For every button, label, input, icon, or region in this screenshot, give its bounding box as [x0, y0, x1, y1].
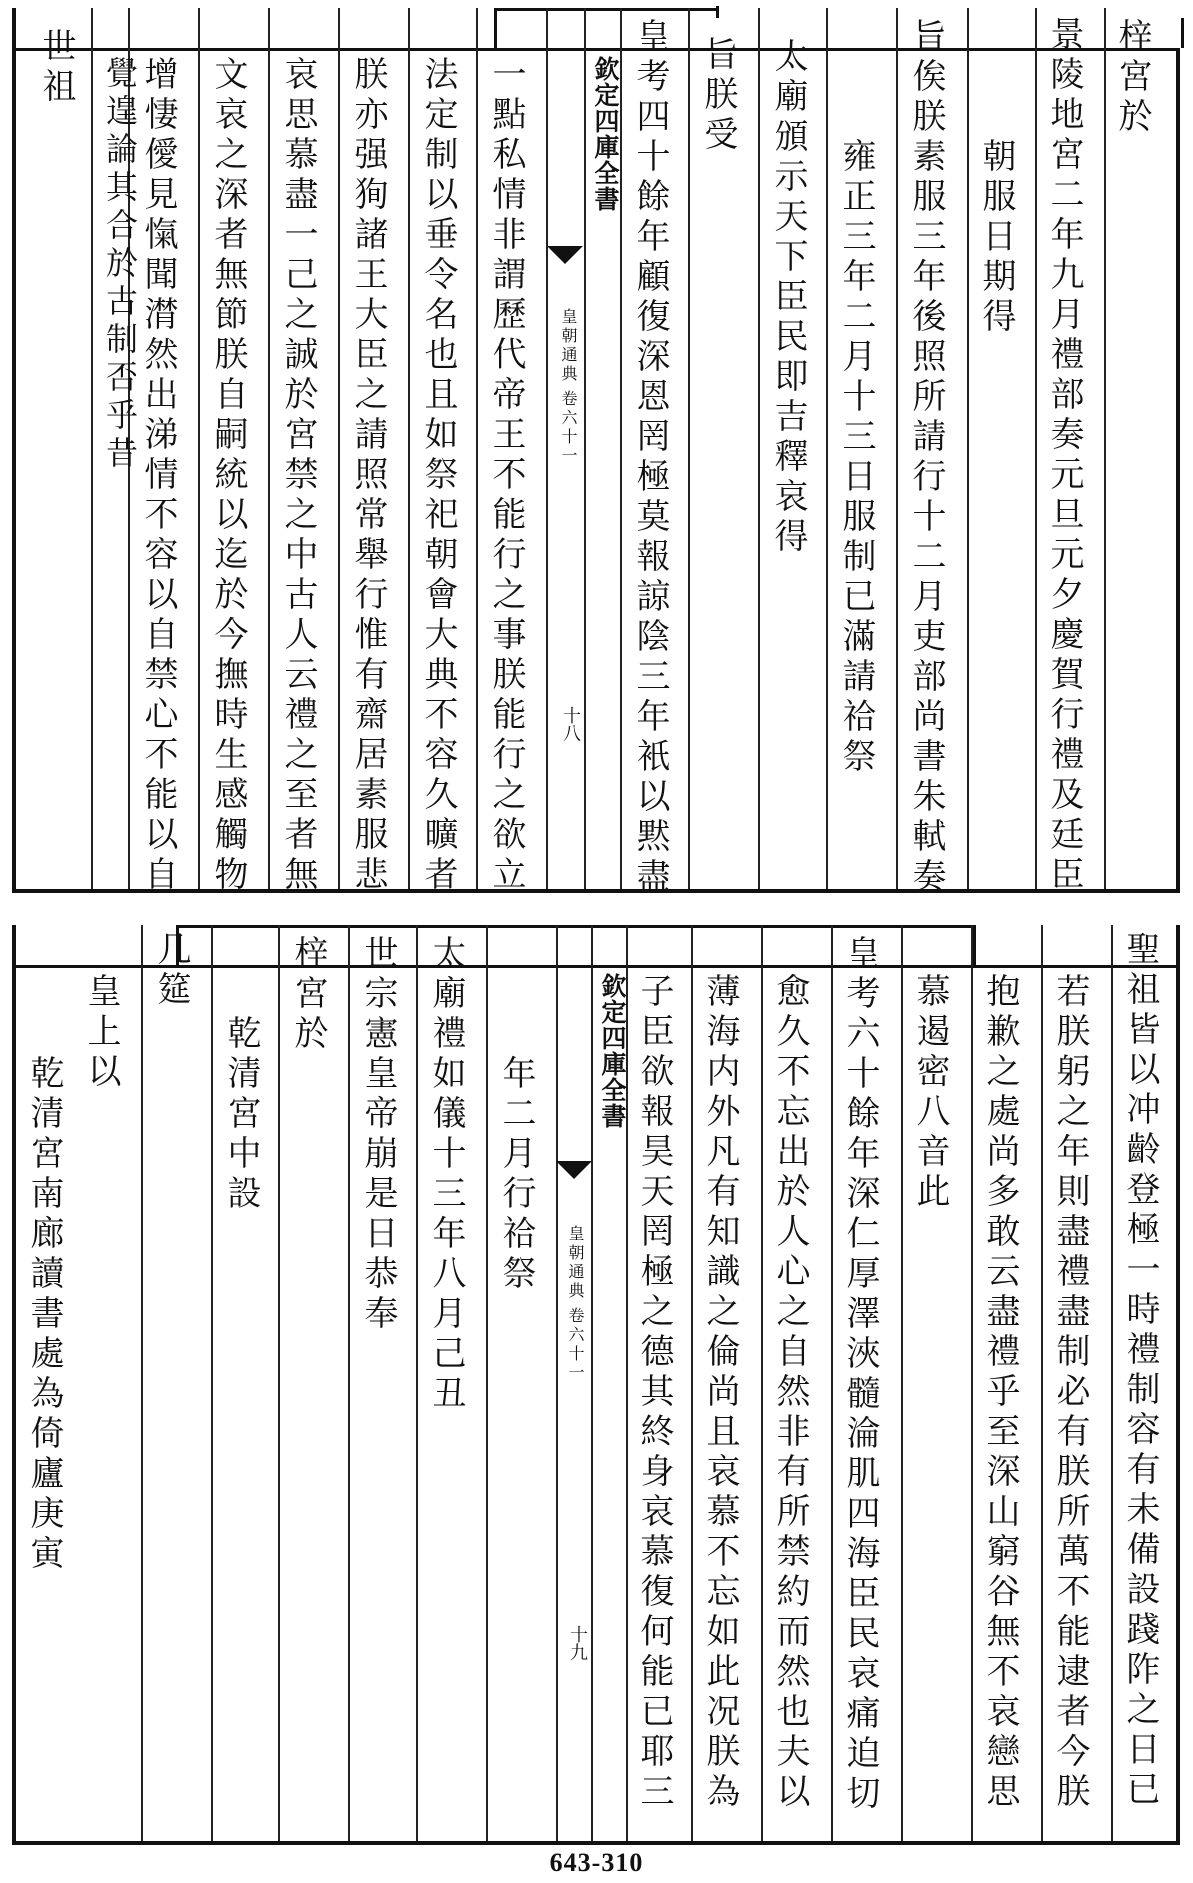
- text-column: 景陵地宮二年九月禮部奏元旦元夕慶賀行禮及廷臣: [1044, 16, 1084, 896]
- text-column: 哀思慕盡一己之誠於宮禁之中古人云禮之至者無: [278, 56, 318, 896]
- page-number: 643-310: [549, 1848, 644, 1877]
- top-header-step: [716, 6, 1184, 18]
- text-column: 覺遑論其合於古制否乎昔: [101, 56, 139, 474]
- top-page-panel: [12, 8, 1180, 898]
- text-column: 皇考六十餘年深仁厚澤浹髓淪肌四海臣民哀痛迫切: [840, 935, 880, 1815]
- banxin-book: 皇朝通典: [566, 1225, 585, 1301]
- text-column: 年二月行祫祭: [496, 1055, 536, 1295]
- text-column: 抱歉之處尚多敢云盡禮乎至深山窮谷無不哀戀思: [980, 973, 1020, 1813]
- text-column: 一點私情非謂歷代帝王不能行之事朕能行之欲立: [486, 56, 526, 896]
- text-column: 皇上以: [81, 973, 121, 1093]
- text-column: 世祖: [36, 28, 76, 108]
- text-column: 旨俟朕素服三年後照所請行十二月吏部尚書朱軾奏: [906, 18, 946, 898]
- banxin-title: 欽定四庫全書: [598, 973, 627, 1129]
- banxin-book: 皇朝通典: [559, 308, 578, 384]
- text-column: 几筵: [151, 931, 191, 1011]
- text-column: 朝服日期得: [976, 138, 1016, 338]
- text-column: 子臣欲報昊天罔極之德其終身哀慕復何能已耶三: [634, 973, 674, 1813]
- banxin-volume: 卷六十一: [566, 1307, 585, 1383]
- banxin-page: 十九: [567, 1625, 588, 1661]
- banxin-title: 欽定四庫全書: [591, 56, 620, 212]
- text-column: 太廟頒示天下臣民即吉釋哀得: [768, 38, 808, 558]
- banxin-volume: 卷六十一: [559, 390, 578, 466]
- text-column: 皇考四十餘年顧復深恩罔極莫報諒陰三年衹以黙盡: [630, 18, 670, 898]
- fish-tail-mark: [556, 1161, 592, 1179]
- text-column: 增悽僾見愾聞潸然出涕情不容以自禁心不能以自: [138, 56, 178, 896]
- banxin-page: 十八: [560, 706, 581, 742]
- text-column: 梓宮於: [1112, 18, 1152, 138]
- text-column: 雍正三年二月十三日服制已滿請祫祭: [836, 138, 876, 778]
- text-column: 世宗憲皇帝崩是日恭奉: [358, 935, 398, 1335]
- text-column: 乾清宮南廊讀書處為倚廬庚寅: [24, 1055, 64, 1575]
- text-column: 若朕躬之年則盡禮盡制必有朕所萬不能逮者今朕: [1050, 973, 1090, 1813]
- text-column: 愈久不忘出於人心之自然非有所禁約而然也夫以: [770, 973, 810, 1813]
- text-column: 太廟禮如儀十三年八月己丑: [426, 935, 466, 1415]
- text-column: 法定制以垂令名也且如祭祀朝會大典不容久曠者: [418, 56, 458, 896]
- text-column: 薄海内外凡有知識之倫尚且哀慕不忘如此况朕為: [700, 973, 740, 1813]
- top-frame-line: [16, 48, 1176, 51]
- text-column: 文哀之深者無節朕自嗣統以迄於今撫時生感觸物: [208, 56, 248, 896]
- text-column: 梓宮於: [288, 935, 328, 1055]
- bottom-page-panel: [12, 925, 1180, 1845]
- text-column: 旨朕受: [698, 36, 738, 156]
- fish-tail-mark: [547, 246, 583, 264]
- text-column: 慕遏密八音此: [910, 973, 950, 1213]
- text-column: 聖祖皆以冲齡登極一時禮制容有未備設踐阼之日已: [1120, 931, 1160, 1811]
- text-column: 乾清宮中設: [221, 1015, 261, 1215]
- text-column: 朕亦强狥諸王大臣之請照常舉行惟有齋居素服悲: [348, 56, 388, 896]
